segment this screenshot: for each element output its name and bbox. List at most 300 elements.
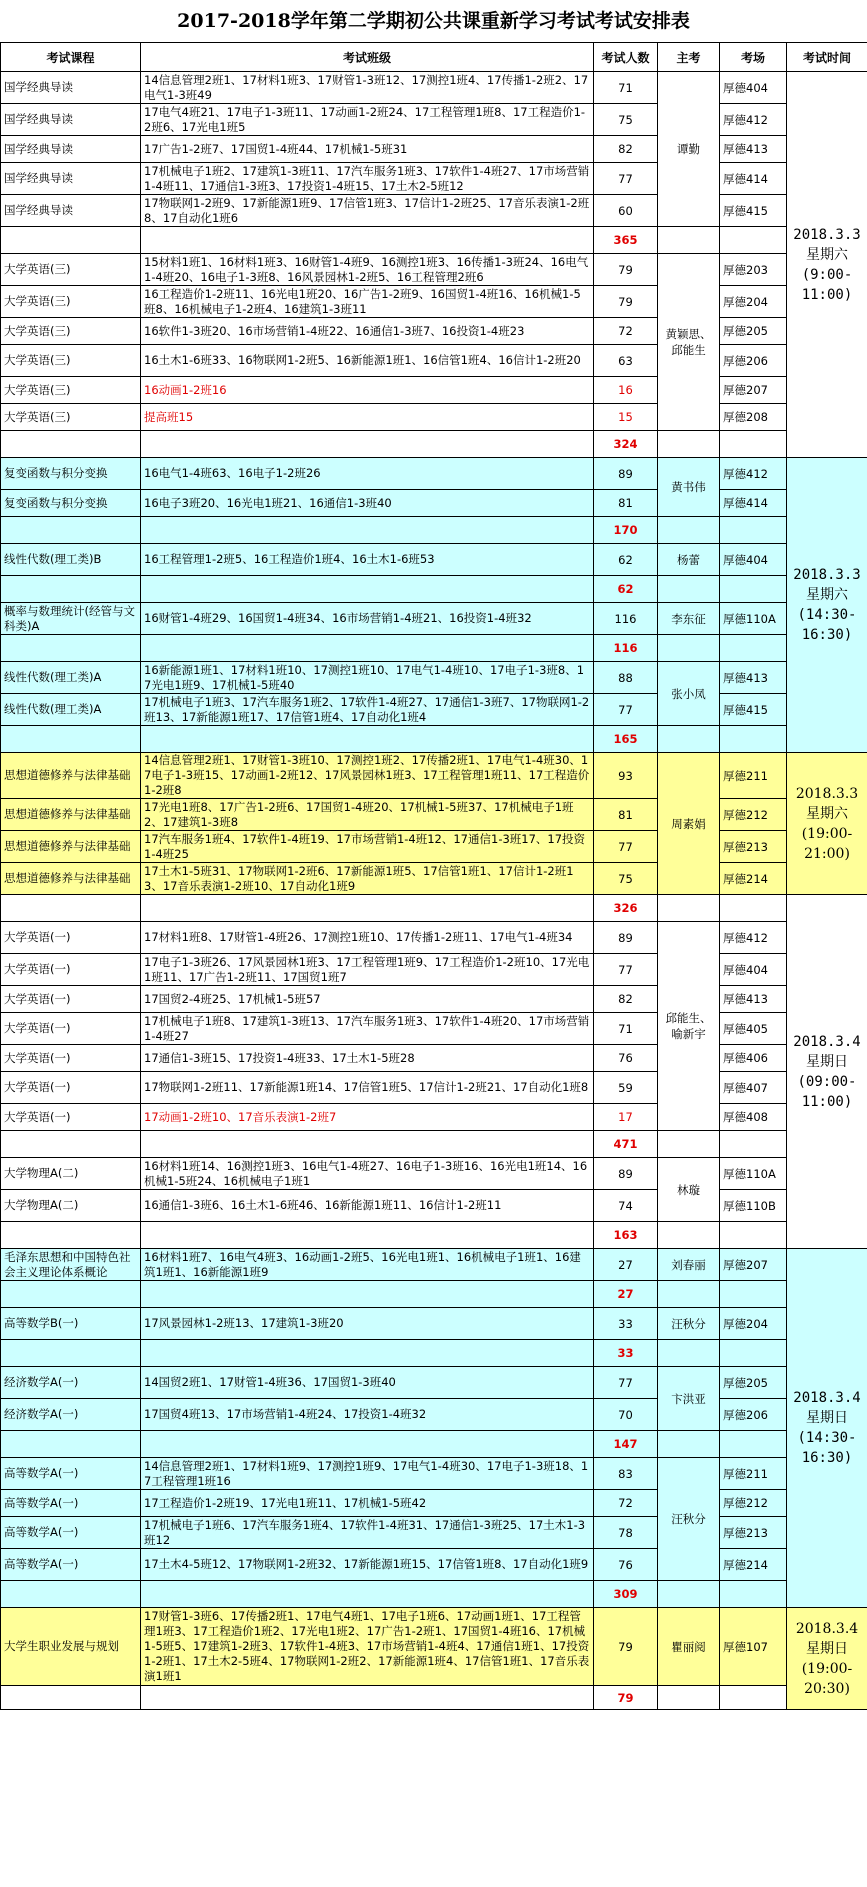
examiner-cell: 林璇: [658, 1158, 720, 1222]
classes-cell: 17国贸4班13、17市场营销1-4班24、17投资1-4班32: [141, 1399, 594, 1431]
count-cell: 79: [594, 1608, 658, 1686]
examiner-cell: 黄书伟: [658, 458, 720, 517]
examiner-cell: 汪秋分: [658, 1308, 720, 1340]
classes-cell: 17电气4班21、17电子1-3班11、17动画1-2班24、17工程管理1班8、17工程造价1-2班6、17光电1班5: [141, 104, 594, 136]
count-cell: 83: [594, 1458, 658, 1490]
course-cell: 大学英语(三): [1, 254, 141, 286]
table-row: [1, 831, 867, 863]
table-row: [1, 603, 867, 635]
room-cell: 厚德405: [720, 1013, 787, 1045]
room-cell: 厚德413: [720, 986, 787, 1013]
course-cell: 大学英语(三): [1, 345, 141, 377]
table-row: [1, 195, 867, 227]
examiner-cell: 谭勤: [658, 72, 720, 227]
room-cell: 厚德211: [720, 753, 787, 799]
room-cell: 厚德204: [720, 1308, 787, 1340]
classes-cell: [141, 895, 594, 922]
page-title: 2017-2018学年第二学期初公共课重新学习考试考试安排表: [177, 10, 690, 32]
course-cell: [1, 1222, 141, 1249]
subtotal-count: 33: [594, 1340, 658, 1367]
course-cell: 大学英语(三): [1, 286, 141, 318]
subtotal-row: [1, 1340, 867, 1367]
exam-time-date: 2018.3.3: [795, 785, 859, 802]
room-cell: 厚德213: [720, 1517, 787, 1549]
exam-time-date: 2018.3.4: [795, 1620, 859, 1637]
classes-cell: 16土木1-6班33、16物联网1-2班5、16新能源1班1、16信管1班4、16信计1-2班20: [141, 345, 594, 377]
classes-cell: 16通信1-3班6、16土木1-6班46、16新能源1班11、16信计1-2班11: [141, 1190, 594, 1222]
room-cell: [720, 227, 787, 254]
course-cell: [1, 576, 141, 603]
room-cell: 厚德408: [720, 1104, 787, 1131]
exam-time-day: 星期日: [806, 1640, 848, 1657]
count-cell: 70: [594, 1399, 658, 1431]
course-cell: 毛泽东思想和中国特色社会主义理论体系概论: [1, 1249, 141, 1281]
count-cell: 81: [594, 799, 658, 831]
examiner-cell: 张小凤: [658, 662, 720, 726]
table-row: [1, 490, 867, 517]
subtotal-row: [1, 576, 867, 603]
course-cell: 大学英语(一): [1, 1072, 141, 1104]
room-cell: 厚德206: [720, 345, 787, 377]
classes-cell: 15材料1班1、16材料1班3、16财管1-4班9、16测控1班3、16传播1-3班24、16电气1-4班20、16电子1-3班8、16风景园林1-2班5、16工程管理2班6: [141, 254, 594, 286]
classes-cell: [141, 726, 594, 753]
course-cell: [1, 1686, 141, 1710]
table-row: [1, 753, 867, 799]
exam-time-cell: [787, 1608, 867, 1710]
course-cell: 线性代数(理工类)A: [1, 694, 141, 726]
classes-cell: 16工程造价1-2班11、16光电1班20、16广告1-2班9、16国贸1-4班16、16机械1-5班8、16机械电子1-2班4、16建筑1-3班11: [141, 286, 594, 318]
exam-time-day: 星期六: [806, 246, 848, 263]
classes-cell: [141, 635, 594, 662]
examiner-cell: 李东征: [658, 603, 720, 635]
room-cell: 厚德207: [720, 1249, 787, 1281]
count-cell: 15: [594, 404, 658, 431]
table-row: [1, 163, 867, 195]
subtotal-row: [1, 1281, 867, 1308]
table-row: [1, 377, 867, 404]
room-cell: 厚德211: [720, 1458, 787, 1490]
course-cell: 高等数学A(一): [1, 1517, 141, 1549]
table-row: [1, 1549, 867, 1581]
count-cell: 116: [594, 603, 658, 635]
examiner-cell: [658, 1686, 720, 1710]
room-cell: 厚德213: [720, 831, 787, 863]
room-cell: 厚德205: [720, 1367, 787, 1399]
classes-cell: 14信息管理2班1、17财管1-3班10、17测控1班2、17传播2班1、17电气1-4班30、17电子1-3班15、17动画1-2班12、17风景园林1班3、17工程管理1班11、17工程造价1-2班8: [141, 753, 594, 799]
room-cell: [720, 1222, 787, 1249]
classes-cell: [141, 1431, 594, 1458]
classes-cell: 17机械电子1班8、17建筑1-3班13、17汽车服务1班3、17软件1-4班20、17市场营销1-4班27: [141, 1013, 594, 1045]
table-row: [1, 1490, 867, 1517]
classes-cell: 17物联网1-2班11、17新能源1班14、17信管1班5、17信计1-2班21、17自动化1班8: [141, 1072, 594, 1104]
exam-time-cell: [787, 895, 867, 1249]
subtotal-count: 163: [594, 1222, 658, 1249]
classes-cell: [141, 1131, 594, 1158]
count-cell: 33: [594, 1308, 658, 1340]
subtotal-row: [1, 1581, 867, 1608]
table-row: [1, 799, 867, 831]
room-cell: 厚德214: [720, 863, 787, 895]
examiner-cell: 卞洪亚: [658, 1367, 720, 1431]
room-cell: 厚德415: [720, 694, 787, 726]
course-cell: 高等数学B(一): [1, 1308, 141, 1340]
subtotal-count: 471: [594, 1131, 658, 1158]
count-cell: 63: [594, 345, 658, 377]
course-cell: 国学经典导读: [1, 195, 141, 227]
table-row: [1, 1072, 867, 1104]
examiner-cell: [658, 895, 720, 922]
examiner-cell: [658, 726, 720, 753]
exam-time-hours: (09:00-11:00): [797, 1073, 857, 1110]
room-cell: 厚德404: [720, 954, 787, 986]
classes-cell: 17国贸2-4班25、17机械1-5班57: [141, 986, 594, 1013]
examiner-cell: 刘春丽: [658, 1249, 720, 1281]
classes-cell: 16材料1班7、16电气4班3、16动画1-2班5、16光电1班1、16机械电子1班1、16建筑1班1、16新能源1班9: [141, 1249, 594, 1281]
table-row: [1, 1045, 867, 1072]
course-cell: [1, 1131, 141, 1158]
classes-cell: [141, 1581, 594, 1608]
subtotal-count: 165: [594, 726, 658, 753]
table-row: [1, 1458, 867, 1490]
count-cell: 62: [594, 544, 658, 576]
count-cell: 76: [594, 1045, 658, 1072]
classes-cell: 16材料1班14、16测控1班3、16电气1-4班27、16电子1-3班16、16光电1班14、16机械1-5班24、16机械电子1班1: [141, 1158, 594, 1190]
classes-cell: 14信息管理2班1、17材料1班3、17财管1-3班12、17测控1班4、17传播1-2班2、17电气1-3班49: [141, 72, 594, 104]
header-room: 考场: [720, 43, 787, 72]
count-cell: 60: [594, 195, 658, 227]
classes-cell: 17机械电子1班6、17汽车服务1班4、17软件1-4班31、17通信1-3班25、17土木1-3班12: [141, 1517, 594, 1549]
room-cell: [720, 576, 787, 603]
count-cell: 89: [594, 458, 658, 490]
classes-cell: 17物联网1-2班9、17新能源1班9、17信管1班3、17信计1-2班25、17音乐表演1-2班8、17自动化1班6: [141, 195, 594, 227]
count-cell: 71: [594, 72, 658, 104]
subtotal-count: 147: [594, 1431, 658, 1458]
examiner-cell: [658, 635, 720, 662]
classes-cell: 提高班15: [141, 404, 594, 431]
classes-cell: [141, 1686, 594, 1710]
table-row: [1, 104, 867, 136]
course-cell: 思想道德修养与法律基础: [1, 753, 141, 799]
course-cell: 国学经典导读: [1, 72, 141, 104]
room-cell: 厚德404: [720, 544, 787, 576]
classes-cell: 16工程管理1-2班5、16工程造价1班4、16土木1-6班53: [141, 544, 594, 576]
room-cell: 厚德206: [720, 1399, 787, 1431]
classes-cell: [141, 1281, 594, 1308]
classes-cell: 17机械电子1班3、17汽车服务1班2、17软件1-4班27、17通信1-3班7、17物联网1-2班13、17新能源1班17、17信管1班4、17自动化1班4: [141, 694, 594, 726]
classes-cell: 17土木1-5班31、17物联网1-2班6、17新能源1班5、17信管1班1、17信计1-2班13、17音乐表演1-2班10、17自动化1班9: [141, 863, 594, 895]
room-cell: 厚德414: [720, 163, 787, 195]
exam-time-cell: [787, 753, 867, 895]
examiner-cell: [658, 517, 720, 544]
count-cell: 59: [594, 1072, 658, 1104]
examiner-cell: 黄颖思、邱能生: [658, 254, 720, 431]
classes-cell: [141, 431, 594, 458]
classes-cell: 16动画1-2班16: [141, 377, 594, 404]
table-row: [1, 254, 867, 286]
table-row: [1, 694, 867, 726]
exam-time-date: 2018.3.4: [793, 1390, 861, 1406]
table-row: [1, 72, 867, 104]
course-cell: 大学英语(一): [1, 1045, 141, 1072]
count-cell: 27: [594, 1249, 658, 1281]
table-row: [1, 1367, 867, 1399]
course-cell: [1, 517, 141, 544]
classes-cell: 17风景园林1-2班13、17建筑1-3班20: [141, 1308, 594, 1340]
course-cell: [1, 431, 141, 458]
course-cell: 高等数学A(一): [1, 1490, 141, 1517]
course-cell: 国学经典导读: [1, 136, 141, 163]
count-cell: 78: [594, 1517, 658, 1549]
exam-time-day: 星期六: [806, 805, 848, 822]
classes-cell: 16软件1-3班20、16市场营销1-4班22、16通信1-3班7、16投资1-4班23: [141, 318, 594, 345]
course-cell: 思想道德修养与法律基础: [1, 799, 141, 831]
course-cell: [1, 1281, 141, 1308]
table-row: [1, 318, 867, 345]
classes-cell: 17通信1-3班15、17投资1-4班33、17土木1-5班28: [141, 1045, 594, 1072]
subtotal-row: [1, 895, 867, 922]
course-cell: 国学经典导读: [1, 104, 141, 136]
classes-cell: 17财管1-3班6、17传播2班1、17电气4班1、17电子1班6、17动画1班1、17工程管理1班3、17工程造价1班2、17光电1班2、17广告1-2班1、17国贸1-4班16、17机械1-5班5、17建筑1-2班3、17软件1-4班3、17市场营销1-4班4、17通信1班1、17投资1-2班1、17土木2-5班4、17物联网1-2班2、17新能源1班4、17信管1班1、17音乐表演1班1: [141, 1608, 594, 1686]
schedule-body: [1, 72, 867, 1710]
course-cell: 大学英语(三): [1, 377, 141, 404]
subtotal-row: [1, 1131, 867, 1158]
examiner-cell: [658, 576, 720, 603]
count-cell: 77: [594, 694, 658, 726]
exam-schedule-table: [0, 42, 867, 1710]
classes-cell: [141, 1340, 594, 1367]
course-cell: 大学英语(一): [1, 1104, 141, 1131]
examiner-cell: [658, 1281, 720, 1308]
count-cell: 75: [594, 863, 658, 895]
room-cell: 厚德413: [720, 662, 787, 694]
exam-time-hours: (9:00-11:00): [801, 266, 853, 303]
table-row: [1, 1190, 867, 1222]
subtotal-row: [1, 227, 867, 254]
subtotal-row: [1, 1686, 867, 1710]
examiner-cell: 瞿丽阅: [658, 1608, 720, 1686]
count-cell: 79: [594, 286, 658, 318]
room-cell: [720, 1281, 787, 1308]
count-cell: 77: [594, 1367, 658, 1399]
classes-cell: 16电子3班20、16光电1班21、16通信1-3班40: [141, 490, 594, 517]
subtotal-count: 324: [594, 431, 658, 458]
room-cell: [720, 1131, 787, 1158]
classes-cell: 17广告1-2班7、17国贸1-4班44、17机械1-5班31: [141, 136, 594, 163]
exam-time-hours: (19:00-20:30): [801, 1660, 853, 1697]
count-cell: 93: [594, 753, 658, 799]
count-cell: 76: [594, 1549, 658, 1581]
table-row: [1, 404, 867, 431]
header-examiner: 主考: [658, 43, 720, 72]
examiner-cell: 周素娟: [658, 753, 720, 895]
room-cell: [720, 1340, 787, 1367]
exam-time-date: 2018.3.3: [793, 567, 861, 583]
course-cell: [1, 1431, 141, 1458]
room-cell: 厚德404: [720, 72, 787, 104]
count-cell: 77: [594, 831, 658, 863]
table-row: [1, 286, 867, 318]
table-row: [1, 458, 867, 490]
table-row: [1, 136, 867, 163]
course-cell: 国学经典导读: [1, 163, 141, 195]
course-cell: 经济数学A(一): [1, 1367, 141, 1399]
room-cell: [720, 895, 787, 922]
subtotal-count: 309: [594, 1581, 658, 1608]
course-cell: 大学英语(三): [1, 404, 141, 431]
examiner-cell: [658, 431, 720, 458]
course-cell: [1, 1581, 141, 1608]
room-cell: 厚德412: [720, 922, 787, 954]
table-row: [1, 1249, 867, 1281]
course-cell: [1, 726, 141, 753]
count-cell: 82: [594, 136, 658, 163]
course-cell: 思想道德修养与法律基础: [1, 831, 141, 863]
subtotal-count: 365: [594, 227, 658, 254]
count-cell: 75: [594, 104, 658, 136]
course-cell: 大学英语(三): [1, 318, 141, 345]
count-cell: 16: [594, 377, 658, 404]
table-row: [1, 1399, 867, 1431]
exam-time-hours: (14:30-16:30): [797, 1430, 857, 1466]
count-cell: 81: [594, 490, 658, 517]
header-classes: 考试班级: [141, 43, 594, 72]
course-cell: 复变函数与积分变换: [1, 458, 141, 490]
count-cell: 79: [594, 254, 658, 286]
table-row: [1, 1308, 867, 1340]
room-cell: 厚德110A: [720, 603, 787, 635]
course-cell: 大学物理A(二): [1, 1158, 141, 1190]
course-cell: 线性代数(理工类)A: [1, 662, 141, 694]
subtotal-row: [1, 1431, 867, 1458]
room-cell: [720, 1686, 787, 1710]
room-cell: 厚德413: [720, 136, 787, 163]
room-cell: 厚德208: [720, 404, 787, 431]
room-cell: 厚德406: [720, 1045, 787, 1072]
table-row: [1, 922, 867, 954]
header-time: 考试时间: [787, 43, 867, 72]
table-row: [1, 544, 867, 576]
room-cell: 厚德204: [720, 286, 787, 318]
room-cell: [720, 726, 787, 753]
count-cell: 82: [594, 986, 658, 1013]
room-cell: [720, 517, 787, 544]
course-cell: [1, 895, 141, 922]
count-cell: 71: [594, 1013, 658, 1045]
subtotal-count: 62: [594, 576, 658, 603]
table-row: [1, 954, 867, 986]
examiner-cell: [658, 227, 720, 254]
room-cell: 厚德414: [720, 490, 787, 517]
subtotal-count: 326: [594, 895, 658, 922]
table-row: [1, 1104, 867, 1131]
header-course: 考试课程: [1, 43, 141, 72]
subtotal-count: 170: [594, 517, 658, 544]
classes-cell: 16电气1-4班63、16电子1-2班26: [141, 458, 594, 490]
exam-time-day: 星期六: [806, 587, 848, 603]
examiner-cell: [658, 1431, 720, 1458]
table-row: [1, 662, 867, 694]
room-cell: 厚德214: [720, 1549, 787, 1581]
subtotal-count: 116: [594, 635, 658, 662]
count-cell: 74: [594, 1190, 658, 1222]
header-count: 考试人数: [594, 43, 658, 72]
course-cell: 大学生职业发展与规划: [1, 1608, 141, 1686]
room-cell: 厚德212: [720, 1490, 787, 1517]
course-cell: [1, 227, 141, 254]
subtotal-row: [1, 726, 867, 753]
classes-cell: [141, 517, 594, 544]
count-cell: 72: [594, 1490, 658, 1517]
exam-time-cell: [787, 72, 867, 458]
examiner-cell: [658, 1340, 720, 1367]
room-cell: 厚德212: [720, 799, 787, 831]
room-cell: 厚德203: [720, 254, 787, 286]
examiner-cell: [658, 1222, 720, 1249]
examiner-cell: 汪秋分: [658, 1458, 720, 1581]
room-cell: 厚德407: [720, 1072, 787, 1104]
count-cell: 72: [594, 318, 658, 345]
table-row: [1, 345, 867, 377]
exam-time-cell: [787, 1249, 867, 1608]
classes-cell: 17光电1班8、17广告1-2班6、17国贸1-4班20、17机械1-5班37、17机械电子1班2、17建筑1-3班8: [141, 799, 594, 831]
classes-cell: 17土木4-5班12、17物联网1-2班32、17新能源1班15、17信管1班8、17自动化1班9: [141, 1549, 594, 1581]
table-row: [1, 1158, 867, 1190]
course-cell: 思想道德修养与法律基础: [1, 863, 141, 895]
course-cell: 经济数学A(一): [1, 1399, 141, 1431]
examiner-cell: 邱能生、喻新宇: [658, 922, 720, 1131]
classes-cell: 17机械电子1班2、17建筑1-3班11、17汽车服务1班3、17软件1-4班27、17市场营销1-4班11、17通信1-3班3、17投资1-4班15、17土木2-5班12: [141, 163, 594, 195]
classes-cell: 17动画1-2班10、17音乐表演1-2班7: [141, 1104, 594, 1131]
classes-cell: 16新能源1班1、17材料1班10、17测控1班10、17电气1-4班10、17电子1-3班8、17光电1班9、17机械1-5班40: [141, 662, 594, 694]
count-cell: 17: [594, 1104, 658, 1131]
subtotal-row: [1, 1222, 867, 1249]
table-row: [1, 1608, 867, 1686]
course-cell: 概率与数理统计(经管与文科类)A: [1, 603, 141, 635]
subtotal-row: [1, 635, 867, 662]
course-cell: 大学英语(一): [1, 922, 141, 954]
classes-cell: 16财管1-4班29、16国贸1-4班34、16市场营销1-4班21、16投资1-4班32: [141, 603, 594, 635]
room-cell: 厚德110B: [720, 1190, 787, 1222]
course-cell: [1, 635, 141, 662]
room-cell: 厚德207: [720, 377, 787, 404]
subtotal-row: [1, 431, 867, 458]
course-cell: 大学英语(一): [1, 954, 141, 986]
count-cell: 77: [594, 954, 658, 986]
subtotal-count: 79: [594, 1686, 658, 1710]
room-cell: [720, 635, 787, 662]
classes-cell: 17材料1班8、17财管1-4班26、17测控1班10、17传播1-2班11、17电气1-4班34: [141, 922, 594, 954]
table-row: [1, 986, 867, 1013]
classes-cell: 17电子1-3班26、17风景园林1班3、17工程管理1班9、17工程造价1-2班10、17光电1班11、17广告1-2班11、17国贸1班7: [141, 954, 594, 986]
course-cell: 大学物理A(二): [1, 1190, 141, 1222]
course-cell: 高等数学A(一): [1, 1549, 141, 1581]
exam-time-day: 星期日: [806, 1053, 848, 1070]
classes-cell: [141, 227, 594, 254]
classes-cell: 17汽车服务1班4、17软件1-4班19、17市场营销1-4班12、17通信1-3班17、17投资1-4班25: [141, 831, 594, 863]
room-cell: 厚德205: [720, 318, 787, 345]
room-cell: [720, 431, 787, 458]
count-cell: 88: [594, 662, 658, 694]
count-cell: 89: [594, 1158, 658, 1190]
course-cell: 大学英语(一): [1, 986, 141, 1013]
classes-cell: [141, 1222, 594, 1249]
table-row: [1, 1013, 867, 1045]
course-cell: [1, 1340, 141, 1367]
exam-time-cell: [787, 458, 867, 753]
classes-cell: 14信息管理2班1、17材料1班9、17测控1班9、17电气1-4班30、17电子1-3班18、17工程管理1班16: [141, 1458, 594, 1490]
table-row: [1, 863, 867, 895]
table-row: [1, 1517, 867, 1549]
